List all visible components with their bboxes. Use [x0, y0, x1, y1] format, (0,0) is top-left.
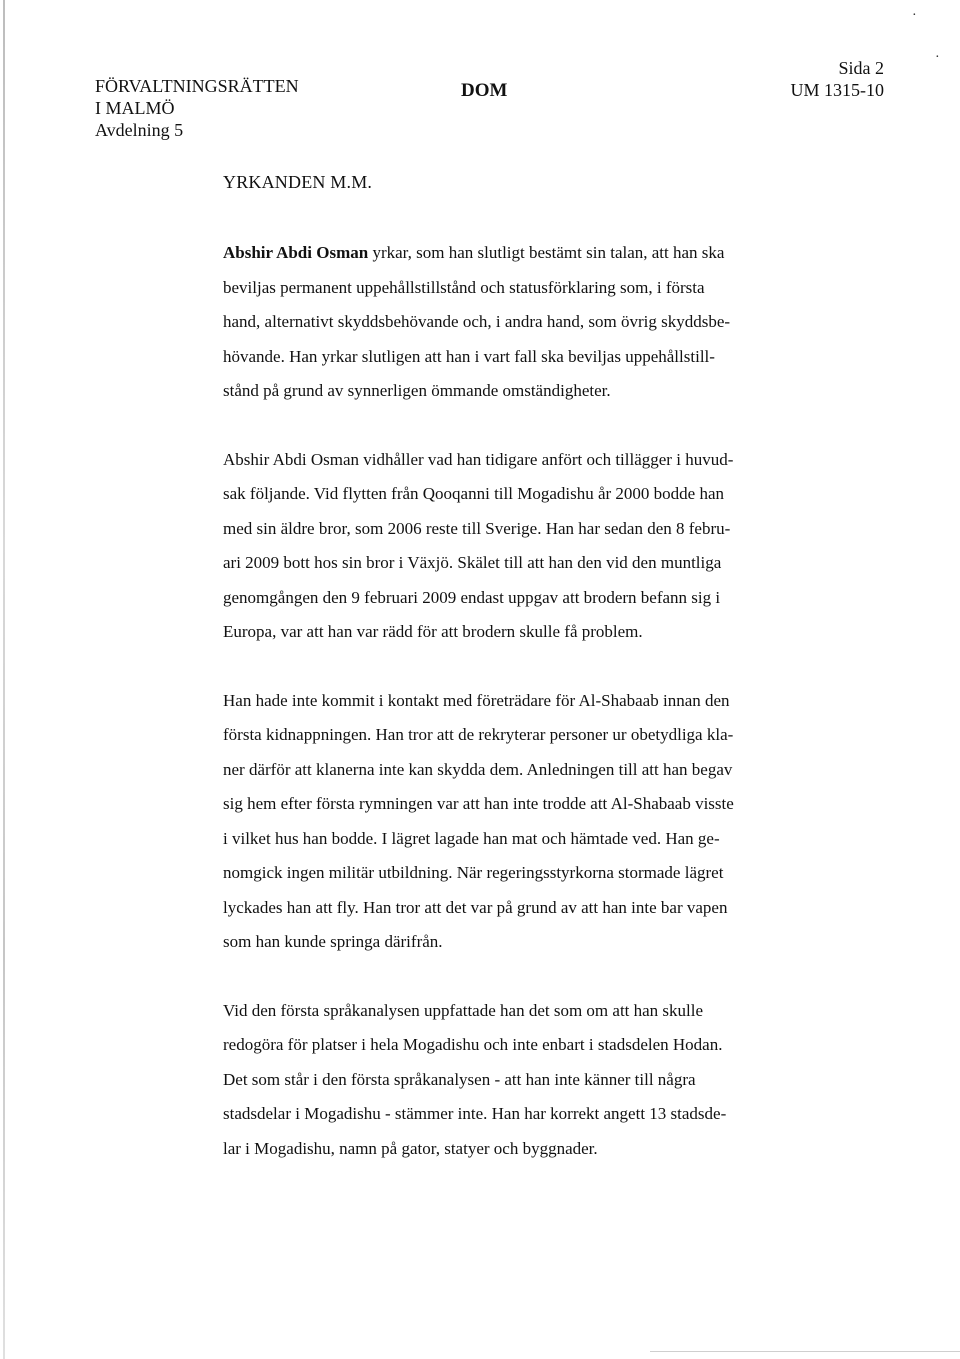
text-line: [223, 994, 813, 1029]
line-text: nomgick ingen militär utbildning. När regeringsstyrkorna stormade lägret: [223, 863, 724, 882]
line-text: i vilket hus han bodde. I lägret lagade han mat och hämtade ved. Han ge-: [223, 828, 720, 848]
line-text: hand, alternativt skyddsbehövande och, i andra hand, som övrig skyddsbe-: [223, 312, 731, 331]
text-line: [223, 271, 813, 306]
line-text: redogöra för platser i hela Mogadishu och inte enbart i stadsdelen Hodan.: [223, 1035, 723, 1054]
line-text: beviljas permanent uppehållstillstånd och statusförklaring som, i första: [223, 277, 705, 297]
page-number: Sida 2: [838, 58, 884, 78]
text-line: [223, 787, 813, 822]
court-name: FÖRVALTNINGSRÄTTEN: [95, 76, 299, 96]
text-line: [223, 305, 813, 340]
text-line: [223, 236, 813, 271]
document-type: DOM: [461, 80, 508, 101]
text-line: [223, 512, 813, 547]
line-text: ner därför att klanerna inte kan skydda dem. Anledningen till att han begav: [223, 759, 733, 779]
text-line: [223, 891, 813, 926]
paragraph: [223, 684, 813, 960]
scan-speck: ·: [912, 8, 917, 23]
line-text: sig hem efter första rymningen var att han inte trodde att Al-Shabaab visste: [223, 794, 734, 813]
line-text: Europa, var att han var rädd för att brodern skulle få problem.: [223, 622, 643, 641]
line-text: lar i Mogadishu, namn på gator, statyer och byggnader.: [223, 1138, 598, 1158]
text-line: [223, 753, 813, 788]
court-name-block: [95, 75, 395, 141]
section-heading: YRKANDEN M.M.: [223, 172, 373, 192]
paragraph: [223, 443, 813, 650]
text-line: [223, 546, 813, 581]
text-line: [223, 1097, 813, 1132]
text-line: [223, 1063, 813, 1098]
line-text: med sin äldre bror, som 2006 reste till Sverige. Han har sedan den 8 febru-: [223, 518, 731, 538]
text-line: [223, 340, 813, 375]
line-text: Vid den första språkanalysen uppfattade han det som om att han skulle: [223, 1000, 704, 1020]
page-info: [791, 57, 885, 101]
text-line: [223, 1028, 813, 1063]
footer-rule: [650, 1351, 960, 1352]
line-text: Han hade inte kommit i kontakt med företrädare för Al-Shabaab innan den: [223, 690, 730, 710]
paragraph: [223, 236, 813, 409]
party-name: Abshir Abdi Osman: [223, 243, 369, 262]
line-text: yrkar, som han slutligt bestämt sin talan, att han ska: [368, 243, 725, 262]
line-text: genomgången den 9 februari 2009 endast uppgav att brodern befann sig i: [223, 587, 721, 607]
text-line: [223, 443, 813, 478]
text-line: [223, 925, 813, 960]
line-text: sak följande. Vid flytten från Qooqanni till Mogadishu år 2000 bodde han: [223, 484, 725, 503]
text-line: [223, 477, 813, 512]
line-text: Abshir Abdi Osman vidhåller vad han tidigare anfört och tillägger i huvud-: [223, 449, 734, 469]
line-text: som han kunde springa därifrån.: [223, 932, 443, 951]
scan-speck: ·: [935, 50, 940, 65]
line-text: lyckades han att fly. Han tror att det var på grund av att han inte bar vapen: [223, 897, 728, 917]
text-line: [223, 615, 813, 650]
text-line: [223, 581, 813, 616]
line-text: stadsdelar i Mogadishu - stämmer inte. Han har korrekt angett 13 stadsde-: [223, 1104, 727, 1123]
line-text: ari 2009 bott hos sin bror i Växjö. Skälet till att han den vid den muntliga: [223, 553, 722, 572]
text-line: [223, 718, 813, 753]
text-line: [223, 684, 813, 719]
line-text: första kidnappningen. Han tror att de rekryterar personer ur obetydliga kla-: [223, 725, 734, 744]
line-text: hövande. Han yrkar slutligen att han i vart fall ska beviljas uppehållstill-: [223, 346, 715, 366]
scan-edge: [3, 0, 5, 1359]
case-number: UM 1315-10: [790, 80, 884, 100]
court-city: I MALMÖ: [95, 98, 175, 118]
department: Avdelning 5: [95, 120, 184, 140]
paragraph: [223, 994, 813, 1167]
line-text: Det som står i den första språkanalysen - att han inte känner till några: [223, 1069, 696, 1089]
body-text: [223, 236, 813, 1200]
text-line: [223, 822, 813, 857]
text-line: [223, 374, 813, 409]
text-line: [223, 856, 813, 891]
line-text: stånd på grund av synnerligen ömmande omständigheter.: [223, 381, 611, 400]
text-line: [223, 1132, 813, 1167]
